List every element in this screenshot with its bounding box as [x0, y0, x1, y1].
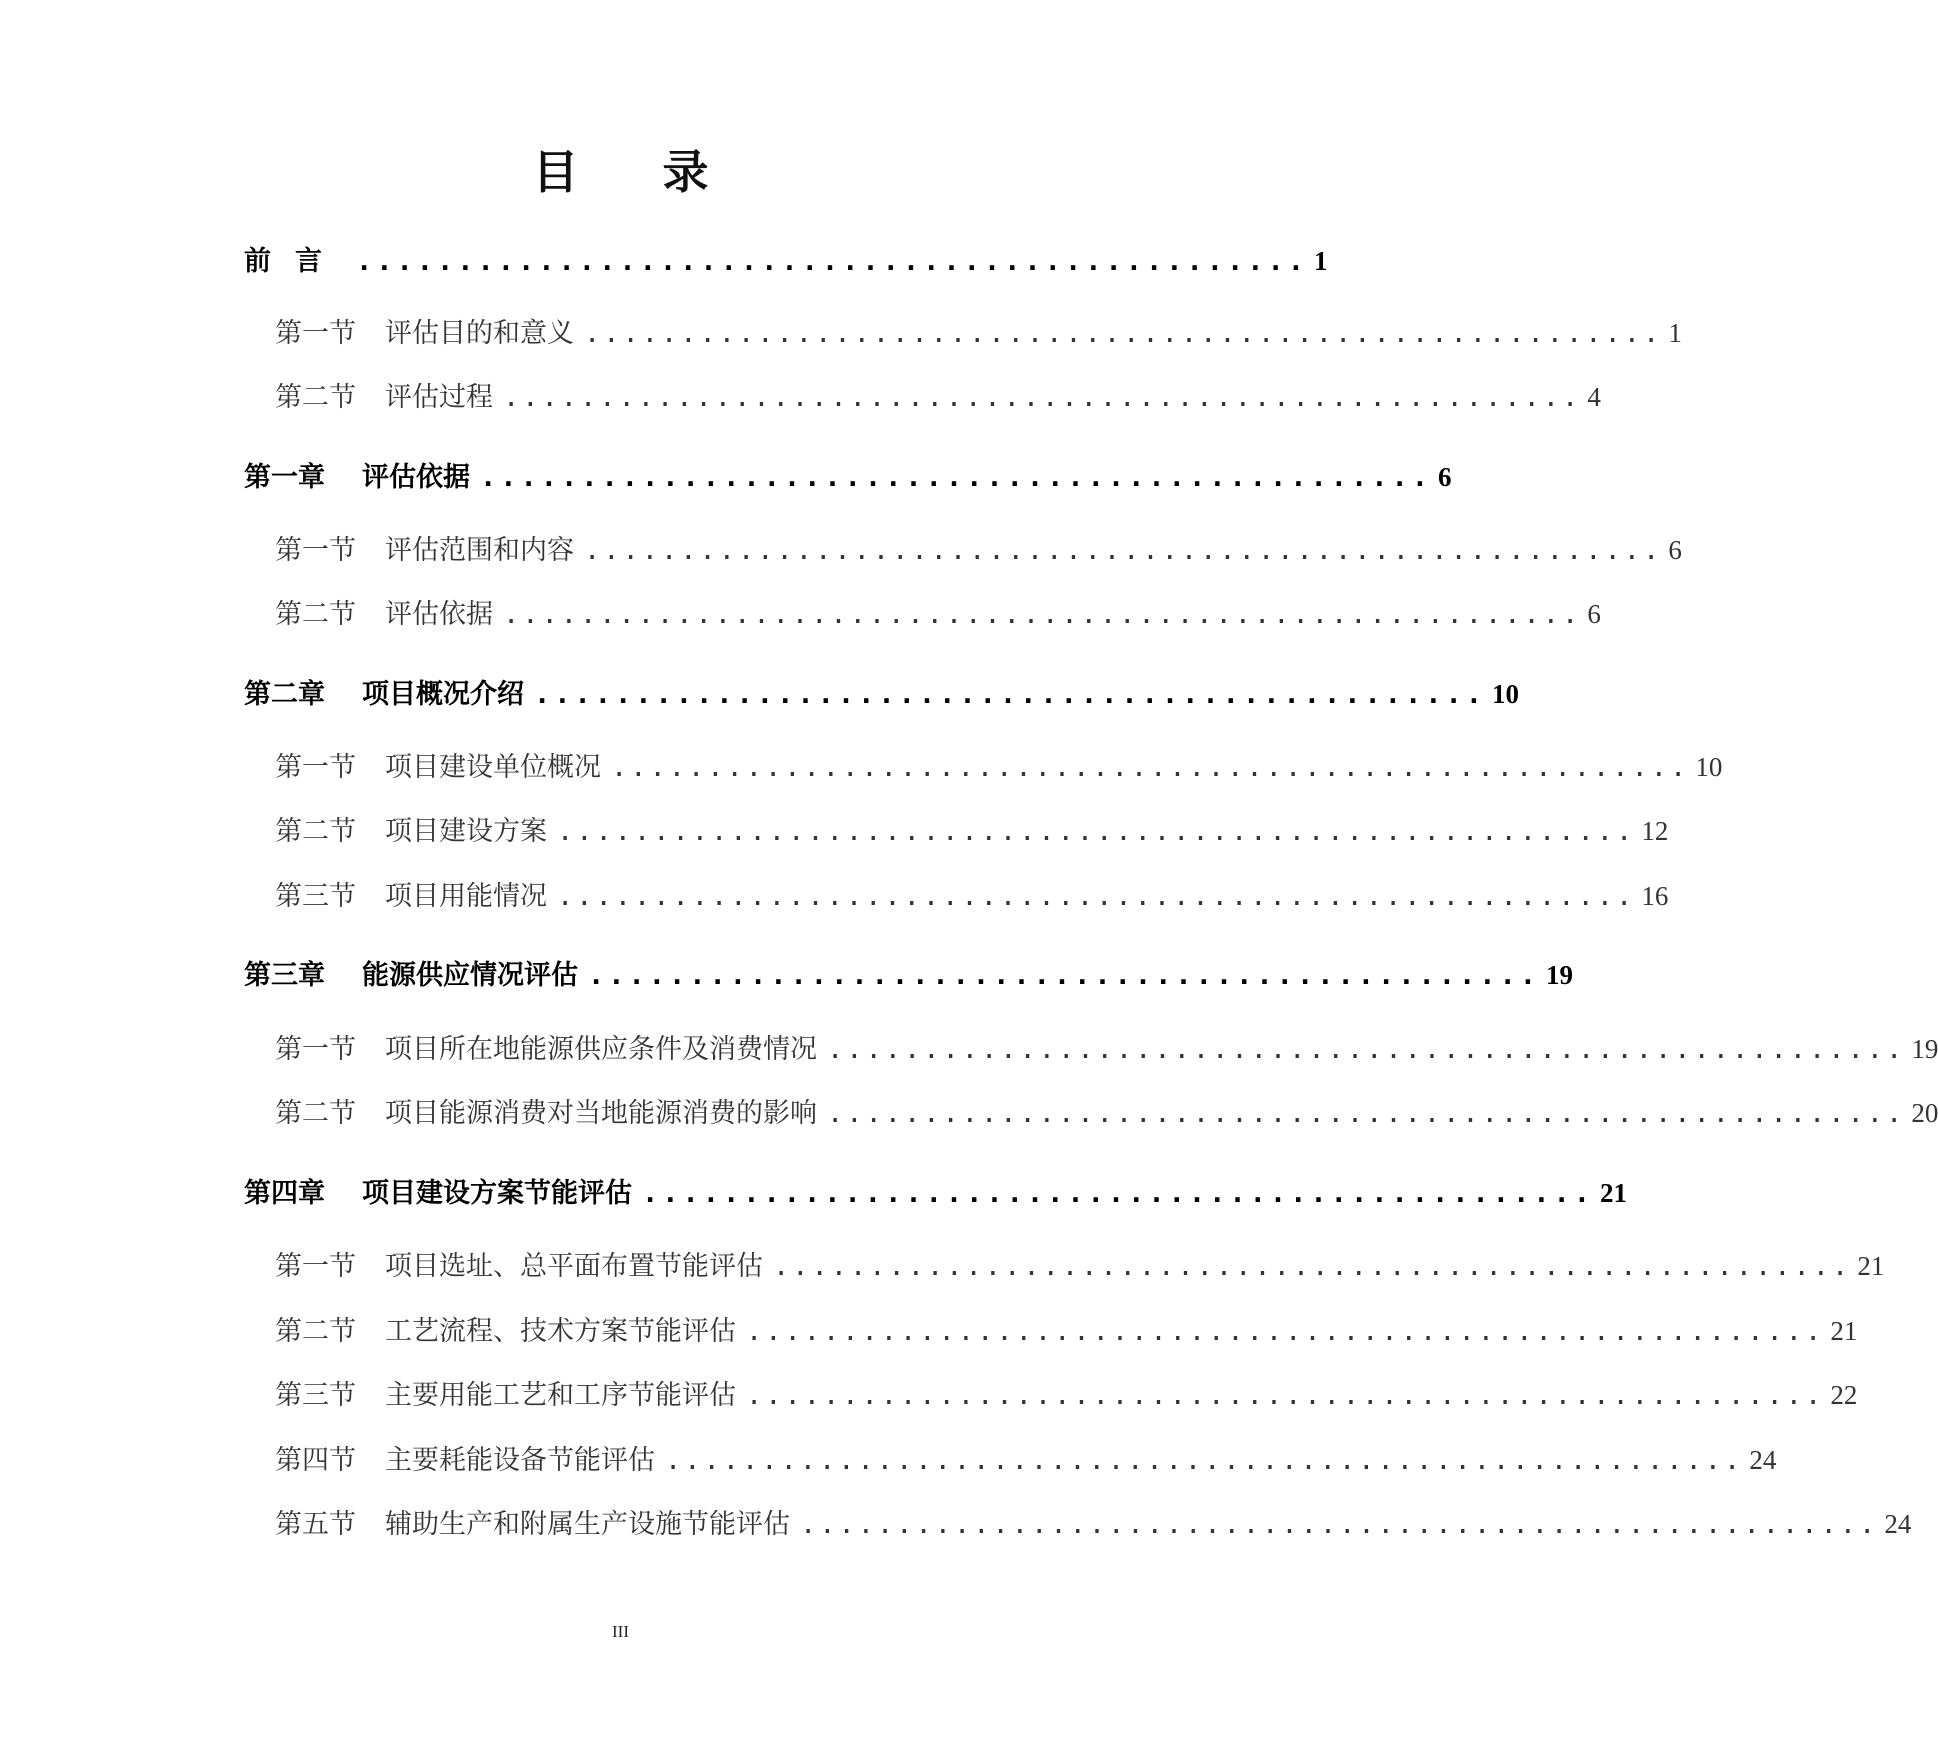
- toc-page-number: 20: [1911, 1098, 1938, 1128]
- toc-page-number: 16: [1641, 881, 1669, 911]
- toc-entry-title: 辅助生产和附属生产设施节能评估: [385, 1509, 790, 1540]
- toc-page-number: 24: [1749, 1445, 1777, 1475]
- toc-section-label: 第一节: [275, 752, 356, 783]
- toc-section-label: 第一节: [275, 535, 356, 566]
- toc-section-label: 第二节: [275, 599, 356, 630]
- toc-entry-chapter[interactable]: [244, 955, 1574, 995]
- toc-entry-title: 项目建设方案节能评估: [362, 1178, 632, 1209]
- toc-entry-title: 项目建设单位概况: [385, 752, 601, 783]
- toc-page-number: 21: [1830, 1316, 1858, 1346]
- toc-leader-dots: ...............................................: [480, 462, 1433, 493]
- toc-leader-dots: ........................................................: [665, 1445, 1744, 1476]
- toc-page-number: 6: [1587, 599, 1601, 629]
- toc-chapter-label: 第二章: [244, 679, 325, 710]
- toc-section-label: 第一节: [275, 1251, 356, 1282]
- toc-leader-dots: ...............................................: [588, 960, 1541, 991]
- toc-entry-section[interactable]: [275, 1504, 1912, 1544]
- toc-section-label: 第一节: [275, 318, 356, 349]
- toc-leader-dots: ........................................................: [557, 816, 1636, 847]
- toc-entry-title: 能源供应情况评估: [362, 960, 578, 991]
- toc-entry-section[interactable]: [275, 1246, 1885, 1286]
- toc-page-number: 22: [1830, 1380, 1858, 1410]
- toc-leader-dots: ........................................................: [800, 1509, 1879, 1540]
- toc-section-label: 第二节: [275, 1098, 356, 1129]
- toc-entry-title: 评估范围和内容: [385, 535, 574, 566]
- toc-leader-dots: ...............................................: [356, 246, 1309, 277]
- toc-leader-dots: ........................................................: [827, 1098, 1906, 1129]
- toc-entry-title: 评估目的和意义: [385, 318, 574, 349]
- toc-entry-title: 工艺流程、技术方案节能评估: [385, 1316, 736, 1347]
- toc-entry-section[interactable]: [275, 313, 1682, 353]
- toc-section-label: 第二节: [275, 382, 356, 413]
- toc-entry-title: 主要用能工艺和工序节能评估: [385, 1380, 736, 1411]
- toc-entry-section[interactable]: [275, 594, 1601, 634]
- toc-leader-dots: ........................................................: [503, 599, 1582, 630]
- toc-entry-title: 评估依据: [385, 599, 493, 630]
- toc-entry-title: 评估过程: [385, 382, 493, 413]
- toc-entry-title: 项目能源消费对当地能源消费的影响: [385, 1098, 817, 1129]
- toc-entry-section[interactable]: [275, 747, 1723, 787]
- toc-leader-dots: ...............................................: [642, 1178, 1595, 1209]
- toc-entry-section[interactable]: [275, 876, 1669, 916]
- toc-section-label: 第一节: [275, 1034, 356, 1065]
- toc-page-number: 4: [1587, 382, 1601, 412]
- toc-entry-section[interactable]: [275, 530, 1682, 570]
- toc-section-label: 第五节: [275, 1509, 356, 1540]
- toc-page-number: 1: [1314, 246, 1328, 276]
- page-number-footer: III: [612, 1622, 629, 1641]
- toc-entry-chapter[interactable]: [244, 457, 1452, 497]
- toc-section-label: 第二节: [275, 816, 356, 847]
- toc-entry-title: 项目用能情况: [385, 881, 547, 912]
- toc-entry-section[interactable]: [275, 1375, 1858, 1415]
- toc-leader-dots: ...............................................: [534, 679, 1487, 710]
- toc-leader-dots: ........................................................: [584, 318, 1663, 349]
- toc-leader-dots: ........................................................: [746, 1316, 1825, 1347]
- toc-entry-section[interactable]: [275, 1029, 1938, 1069]
- toc-entry-title: 项目概况介绍: [362, 679, 524, 710]
- toc-chapter-label: 第三章: [244, 960, 325, 991]
- toc-page-number: 10: [1695, 752, 1723, 782]
- toc-section-label: 第二节: [275, 1316, 356, 1347]
- toc-page-number: 1: [1668, 318, 1682, 348]
- toc-entry-title: 评估依据: [362, 462, 470, 493]
- toc-chapter-label: 前言: [244, 246, 346, 277]
- toc-leader-dots: ........................................................: [557, 881, 1636, 912]
- toc-entry-chapter[interactable]: [244, 1173, 1628, 1213]
- toc-chapter-label: 第四章: [244, 1178, 325, 1209]
- toc-leader-dots: ........................................................: [584, 535, 1663, 566]
- toc-leader-dots: ........................................................: [773, 1251, 1852, 1282]
- page-title: 目 录: [532, 145, 743, 199]
- toc-leader-dots: ........................................................: [611, 752, 1690, 783]
- toc-page-number: 19: [1911, 1034, 1938, 1064]
- toc-page-number: 12: [1641, 816, 1669, 846]
- toc-entry-title: 项目建设方案: [385, 816, 547, 847]
- toc-page-number: 21: [1600, 1178, 1628, 1208]
- toc-leader-dots: ........................................................: [503, 382, 1582, 413]
- toc-page-number: 6: [1668, 535, 1682, 565]
- toc-page-number: 6: [1438, 462, 1452, 492]
- toc-entry-section[interactable]: [275, 377, 1601, 417]
- toc-entry-preface[interactable]: [244, 241, 1328, 281]
- toc-page-number: 24: [1884, 1509, 1912, 1539]
- toc-page-number: 10: [1492, 679, 1520, 709]
- toc-entry-title: 主要耗能设备节能评估: [385, 1445, 655, 1476]
- toc-chapter-label: 第一章: [244, 462, 325, 493]
- toc-entry-section[interactable]: [275, 1311, 1858, 1351]
- toc-page-number: 21: [1857, 1251, 1885, 1281]
- toc-entry-chapter[interactable]: [244, 674, 1520, 714]
- toc-leader-dots: ........................................................: [827, 1034, 1906, 1065]
- toc-page-number: 19: [1546, 960, 1574, 990]
- toc-entry-section[interactable]: [275, 1440, 1777, 1480]
- toc-entry-section[interactable]: [275, 811, 1669, 851]
- toc-leader-dots: ........................................................: [746, 1380, 1825, 1411]
- toc-entry-title: 项目选址、总平面布置节能评估: [385, 1251, 763, 1282]
- toc-entry-title: 项目所在地能源供应条件及消费情况: [385, 1034, 817, 1065]
- toc-section-label: 第四节: [275, 1445, 356, 1476]
- toc-section-label: 第三节: [275, 881, 356, 912]
- toc-entry-section[interactable]: [275, 1093, 1938, 1133]
- toc-section-label: 第三节: [275, 1380, 356, 1411]
